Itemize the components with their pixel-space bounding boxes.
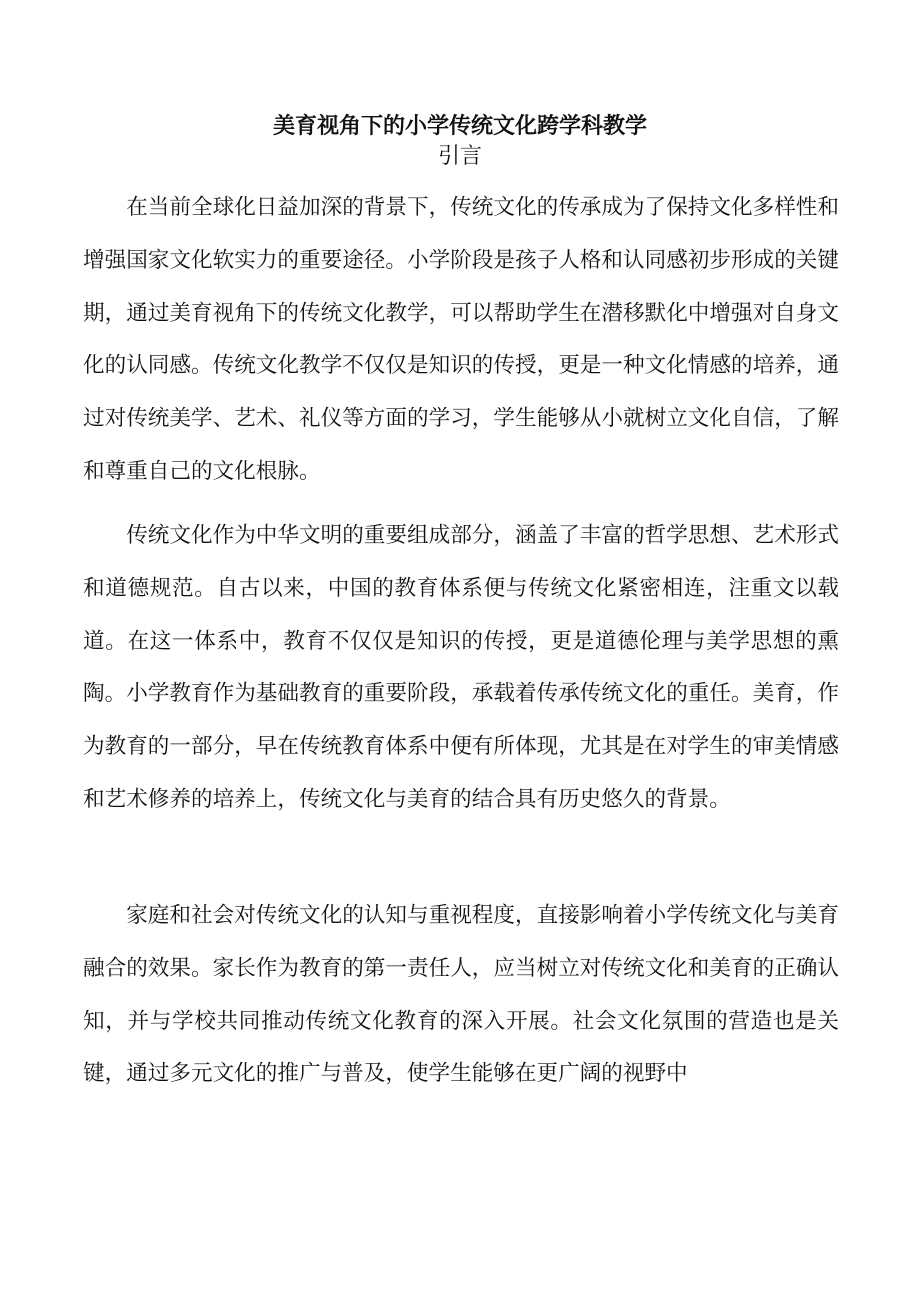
paragraph: 在当前全球化日益加深的背景下，传统文化的传承成为了保持文化多样性和增强国家文化软实力的重要途径。小学阶段是孩子人格和认同感初步形成的关键期，通过美育视角下的传统文化教学，可以帮助学生在潜移默化中增强对自身文化的认同感。传统文化教学不仅仅是知识的传授，更是一种文化情感的培养，通过对传统美学、艺术、礼仪等方面的学习，学生能够从小就树立文化自信，了解和尊重自己的文化根脉。 xyxy=(83,195,839,484)
paragraph: 传统文化作为中华文明的重要组成部分，涵盖了丰富的哲学思想、艺术形式和道德规范。自古以来，中国的教育体系便与传统文化紧密相连，注重文以载道。在这一体系中，教育不仅仅是知识的传授，更是道德伦理与美学思想的熏陶。小学教育作为基础教育的重要阶段，承载着传承传统文化的重任。美育，作为教育的一部分，早在传统教育体系中便有所体现，尤其是在对学生的审美情感和艺术修养的培养上，传统文化与美育的结合具有历史悠久的背景。 xyxy=(83,523,839,812)
paragraph: 家庭和社会对传统文化的认知与重视程度，直接影响着小学传统文化与美育融合的效果。家长作为教育的第一责任人，应当树立对传统文化和美育的正确认知，并与学校共同推动传统文化教育的深入开展。社会文化氛围的营造也是关键，通过多元文化的推广与普及，使学生能够在更广阔的视野中 xyxy=(83,903,839,1087)
document-title: 美育视角下的小学传统文化跨学科教学 xyxy=(272,113,647,139)
section-heading: 引言 xyxy=(437,144,482,169)
